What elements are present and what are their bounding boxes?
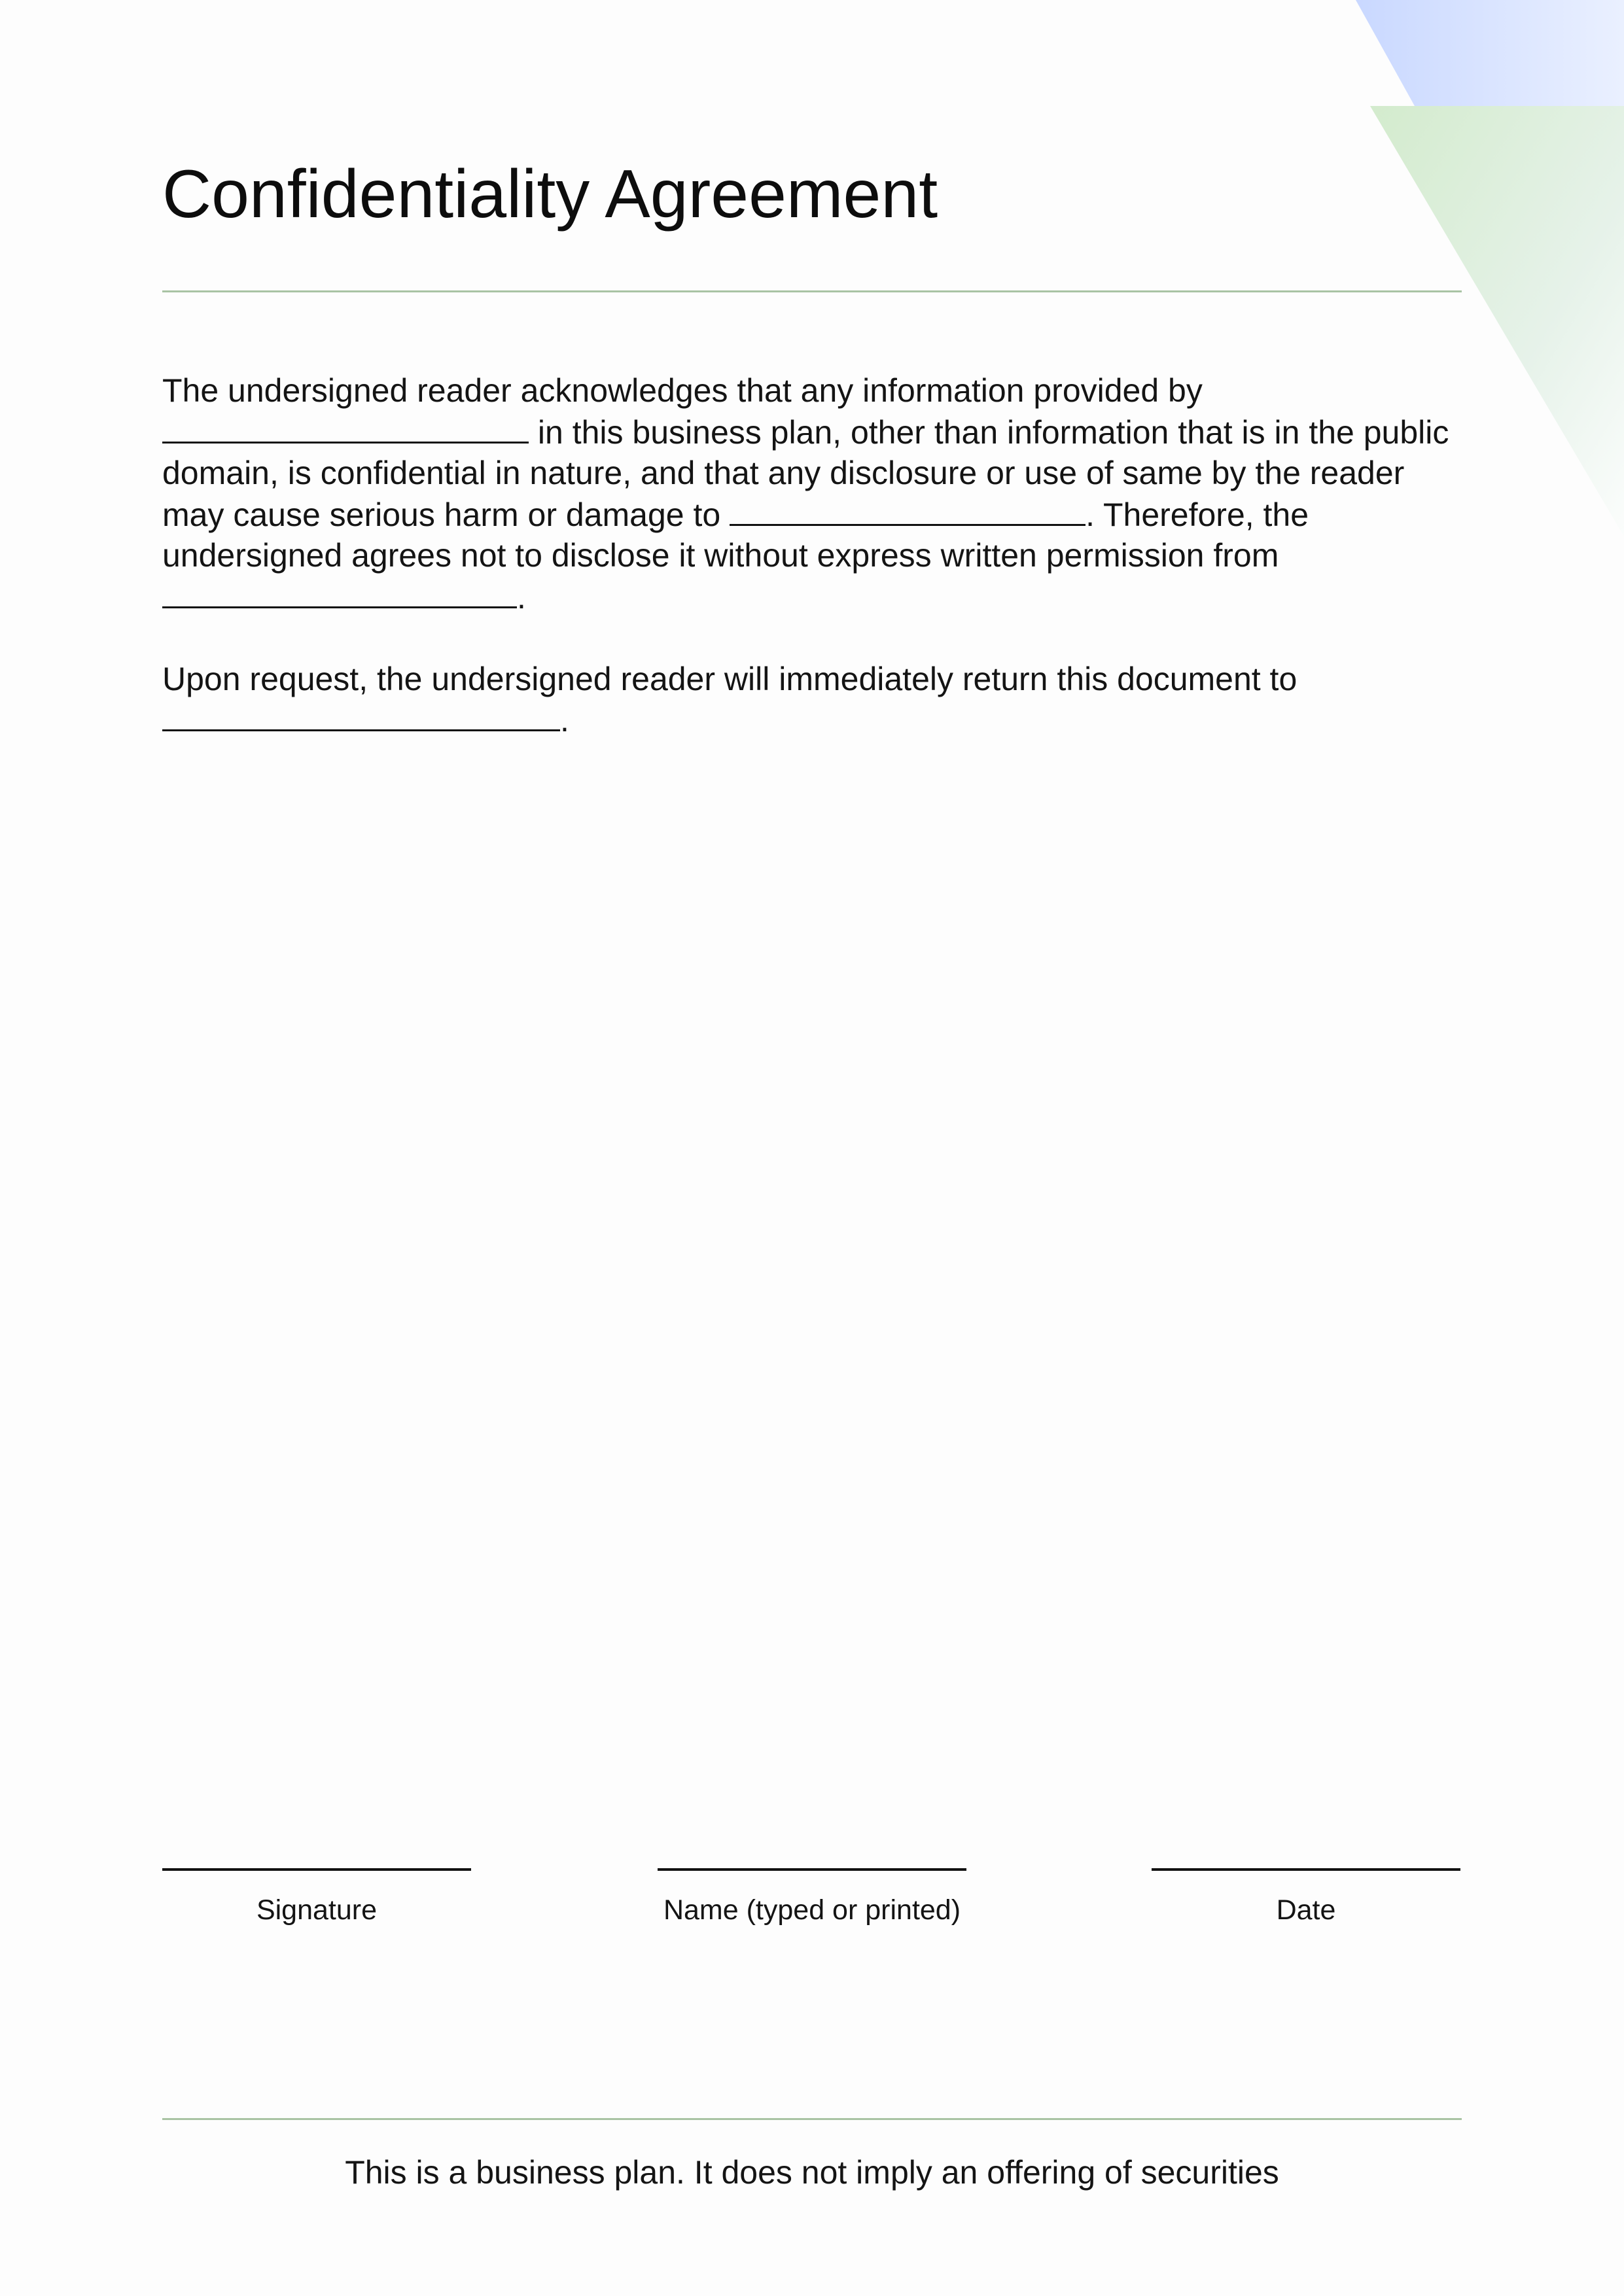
footer-disclaimer: This is a business plan. It does not imply an offering of securities [345, 2154, 1279, 2191]
date-line[interactable] [1152, 1868, 1460, 1871]
paragraph1-text-d: . [517, 578, 526, 616]
blank-damaged-party[interactable] [730, 494, 1086, 526]
agreement-body [162, 370, 1471, 741]
paragraph2-text-a: Upon request, the undersigned reader will immediately return this document to [162, 660, 1297, 697]
paragraph1-text-b: in this business plan, other than information that is in the public domain, is confidential in nature, and that any disclosure or use of same by the reader may cause serious harm or damage to [162, 413, 1449, 533]
paragraph-return [162, 659, 1471, 741]
paragraph-confidentiality [162, 370, 1471, 617]
name-line[interactable] [658, 1868, 966, 1871]
bottom-divider [162, 2118, 1462, 2120]
blank-return-to[interactable] [162, 699, 560, 731]
date-label: Date [1276, 1894, 1336, 1926]
blank-provider-name[interactable] [162, 411, 529, 444]
blue-corner-shape [1356, 0, 1624, 106]
paragraph1-text-c: . Therefore, the undersigned agrees not to disclose it without express written permission from [162, 496, 1309, 574]
name-label: Name (typed or printed) [663, 1894, 961, 1926]
top-divider [162, 290, 1462, 292]
blank-permission-from[interactable] [162, 576, 517, 608]
page-title: Confidentiality Agreement [162, 156, 938, 232]
signature-line[interactable] [162, 1868, 471, 1871]
paragraph1-text-a: The undersigned reader acknowledges that any information provided by [162, 372, 1203, 409]
paragraph2-text-b: . [560, 702, 569, 739]
signature-label: Signature [256, 1894, 378, 1926]
